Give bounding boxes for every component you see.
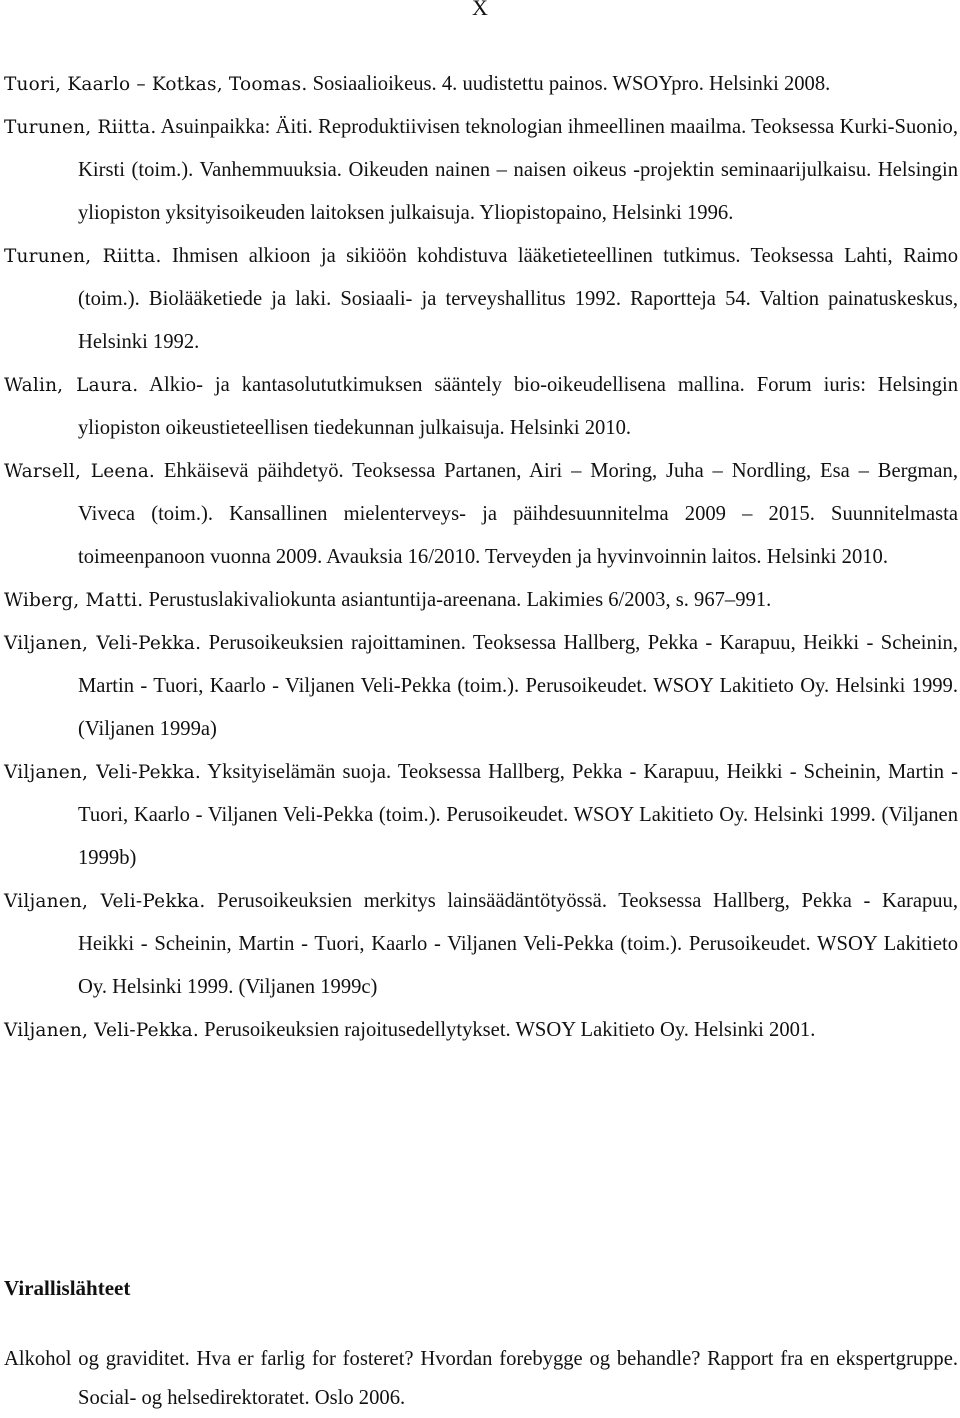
reference-author: Viljanen, Veli-Pekka.	[4, 891, 206, 912]
reference-text: Sosiaalioikeus. 4. uudistettu painos. WSOYpro. Helsinki 2008.	[312, 73, 831, 95]
reference-entry	[4, 106, 958, 235]
reference-entry	[4, 622, 958, 751]
reference-text: Asuinpaikka: Äiti. Reproduktiivisen teknologian ihmeellinen maailma. Teoksessa Kurki-Suonio, Kirsti (toim.). Vanhemmuuksia. Oikeuden nainen – naisen oikeus -projektin seminaarijulkaisu. Helsingin yliopiston yksityisoikeuden laitoksen julkaisuja. Yliopistopaino, Helsinki 1996.	[78, 116, 959, 224]
reference-author: Viljanen, Veli-Pekka.	[4, 633, 202, 654]
reference-entry	[4, 63, 958, 106]
reference-entry	[4, 880, 958, 1009]
reference-author: Viljanen, Veli-Pekka.	[4, 1020, 199, 1041]
reference-author: Wiberg, Matti.	[4, 590, 144, 611]
reference-text: Ehkäisevä päihdetyö. Teoksessa Partanen, Airi – Moring, Juha – Nordling, Esa – Bergman, Viveca (toim.). Kansallinen mielenterveys- ja päihdesuunnitelma 2009 – 2015. Suunnitelmasta toimeenpanoon vuonna 2009. Avauksia 16/2010. Terveyden ja hyvinvoinnin laitos. Helsinki 2010.	[78, 460, 958, 568]
reference-entry	[4, 1009, 958, 1052]
page-number: X	[472, 0, 488, 20]
reference-text: Perusoikeuksien merkitys lainsäädäntötyössä. Teoksessa Hallberg, Pekka - Karapuu, Heikki - Scheinin, Martin - Tuori, Kaarlo - Viljanen Veli-Pekka (toim.). Perusoikeudet. WSOY Lakitieto Oy. Helsinki 1999. (Viljanen 1999c)	[78, 890, 959, 998]
reference-text: Perusoikeuksien rajoitusedellytykset. WSOY Lakitieto Oy. Helsinki 2001.	[204, 1019, 816, 1041]
reference-text: Perusoikeuksien rajoittaminen. Teoksessa Hallberg, Pekka - Karapuu, Heikki - Scheinin, Martin - Tuori, Kaarlo - Viljanen Veli-Pekka (toim.). Perusoikeudet. WSOY Lakitieto Oy. Helsinki 1999. (Viljanen 1999a)	[78, 632, 958, 740]
reference-author: Turunen, Riitta.	[4, 246, 162, 267]
official-source-entry: Alkohol og graviditet. Hva er farlig for fosteret? Hvordan forebygge og behandle? Rapport fra en ekspertgruppe. Social- og helsedirektoratet. Oslo 2006.	[4, 1348, 958, 1409]
section-heading-official-sources: Virallislähteet	[4, 1276, 131, 1300]
reference-text: Perustuslakivaliokunta asiantuntija-areenana. Lakimies 6/2003, s. 967–991.	[148, 589, 772, 611]
reference-entry	[4, 235, 958, 364]
reference-author: Walin, Laura.	[4, 375, 139, 396]
reference-entry	[4, 579, 958, 622]
reference-author: Warsell, Leena.	[4, 461, 156, 482]
reference-author: Turunen, Riitta.	[4, 117, 157, 138]
reference-text: Yksityiselämän suoja. Teoksessa Hallberg, Pekka - Karapuu, Heikki - Scheinin, Martin - Tuori, Kaarlo - Viljanen Veli-Pekka (toim.). Perusoikeudet. WSOY Lakitieto Oy. Helsinki 1999. (Viljanen 1999b)	[78, 761, 958, 869]
reference-text: Alkio- ja kantasolututkimuksen sääntely bio-oikeudellisena mallina. Forum iuris: Helsingin yliopiston oikeustieteellisen tiedekunnan julkaisuja. Helsinki 2010.	[78, 374, 959, 439]
reference-entry	[4, 751, 958, 880]
reference-author: Viljanen, Veli-Pekka.	[4, 762, 201, 783]
reference-text: Ihmisen alkioon ja sikiöön kohdistuva lääketieteellinen tutkimus. Teoksessa Lahti, Raimo (toim.). Biolääketiede ja laki. Sosiaali- ja terveyshallitus 1992. Raportteja 54. Valtion painatuskeskus, Helsinki 1992.	[78, 245, 959, 353]
reference-author: Tuori, Kaarlo – Kotkas, Toomas.	[4, 74, 308, 95]
reference-list	[4, 63, 958, 1052]
official-sources-list	[4, 1340, 958, 1418]
reference-entry	[4, 364, 958, 450]
reference-entry	[4, 450, 958, 579]
